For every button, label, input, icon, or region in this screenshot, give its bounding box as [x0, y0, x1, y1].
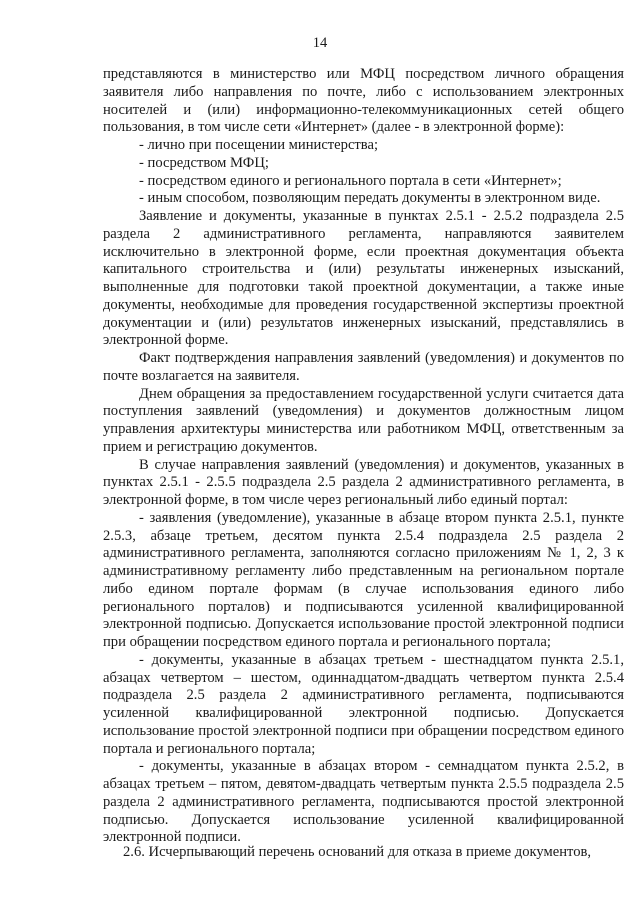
- page-number: 14: [312, 35, 328, 51]
- paragraph-intro: представляются в министерство или МФЦ посредством личного обращения заявителя либо направления по почте, либо с использованием электронных носителей и (или) информационно-телекоммуникационных сетей общего пользования, в том числе сети «Интернет» (далее - в электронной форме):: [103, 66, 624, 136]
- paragraph-mail-confirmation: Факт подтверждения направления заявлений (уведомления) и документов по почте возлагается на заявителя.: [103, 350, 624, 384]
- paragraph-request-date: Днем обращения за предоставлением государственной услуги считается дата поступления заявлений (уведомления) и документов должностным лицом управления архитектуры министерства или работником МФЦ, ответственным за прием и регистрацию документов.: [103, 385, 624, 455]
- list-item-ministry: - лично при посещении министерства;: [139, 137, 379, 153]
- section-heading: 2.6. Исчерпывающий перечень оснований для отказа в приеме документов,: [123, 844, 592, 860]
- paragraph-applications-signing: - заявления (уведомление), указанные в абзаце втором пункта 2.5.1, пункте 2.5.3, абзаце третьем, десятом пункта 2.5.4 подраздела 2.5 раздела 2 административного регламента, заполняются согласно приложениям № 1, 2, 3 к административному регламенту либо представленным на региональном портале либо едином портале формам (в случае использования единого либо регионального порталов) и подписываются усиленной квалифицированной электронной подписью. Допускается использование простой электронной подписи при обращении посредством единого портала и регионального портала;: [103, 509, 624, 650]
- list-item-other: - иным способом, позволяющим передать документы в электронном виде.: [139, 190, 601, 207]
- paragraph-documents-simple-signature: - документы, указанные в абзацах втором - семнадцатом пункта 2.5.2, в абзацах третьем – пятом, девятом-двадцать четвертым пункта 2.5.5 подраздела 2.5 раздела 2 административного регламента, подписываются простой электронной подписью. Допускается использование усиленной квалифицированной электронной подписи.: [103, 758, 624, 846]
- paragraph-documents-qualified-signature: - документы, указанные в абзацах третьем - шестнадцатом пункта 2.5.1, абзацах четвертом – шестом, одиннадцатом-двадцать четвертом пункта 2.5.4 подраздела 2.5 раздела 2 административного регламента, подписываются усиленной квалифицированной электронной подписью. Допускается использование простой электронной подписи при обращении посредством единого портала и регионального портала;: [103, 651, 624, 757]
- list-item-portal: - посредством единого и регионального портала в сети «Интернет»;: [139, 172, 562, 189]
- paragraph-electronic-submission: В случае направления заявлений (уведомления) и документов, указанных в пунктах 2.5.1 - 2.5.5 подраздела 2.5 раздела 2 административного регламента, в электронной форме, в том числе через региональный либо единый портал:: [103, 456, 624, 508]
- list-item-mfc: - посредством МФЦ;: [139, 154, 269, 171]
- document-body: [103, 66, 624, 847]
- paragraph-electronic-only: Заявление и документы, указанные в пунктах 2.5.1 - 2.5.2 подраздела 2.5 раздела 2 административного регламента, направляются заявителем исключительно в электронной форме, если проектная документация объекта капитального строительства и (или) результаты инженерных изысканий, выполненные для подготовки такой проектной документации, а также иные документы, необходимые для проведения государственной экспертизы проектной документации и (или) результатов инженерных изысканий, представлялись в электронной форме.: [103, 208, 624, 349]
